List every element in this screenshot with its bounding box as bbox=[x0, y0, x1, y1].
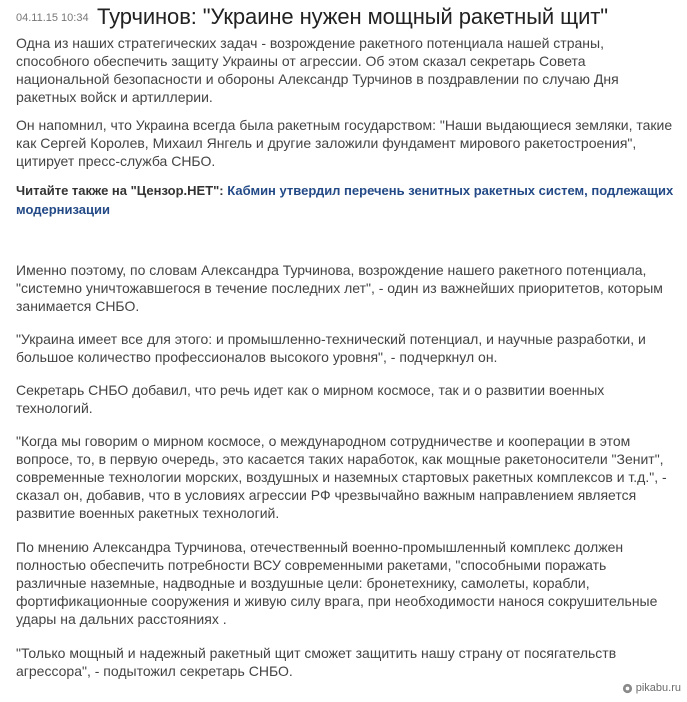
paragraph: "Украина имеет все для этого: и промышленно-технический потенциал, и научные разработки, и большое количество профессионалов высокого уровня", - подчеркнул он. bbox=[16, 331, 646, 365]
article-body bbox=[16, 34, 676, 680]
read-also-prefix: Читайте также на "Цензор.НЕТ": bbox=[16, 183, 224, 198]
paragraph: По мнению Александра Турчинова, отечественный военно-промышленный комплекс должен полностью обеспечить потребности ВСУ современными ракетами, "способными поражать различные наземные, надводные и воздушные цели: бронетехнику, самолеты, корабли, фортификационные сооружения и живую силу врага, при необходимости нанося сокрушительные удары на дальних расстояниях . bbox=[16, 539, 658, 627]
publish-date: 04.11.15 10:34 bbox=[16, 12, 89, 24]
article-title: Турчинов: "Украине нужен мощный ракетный щит" bbox=[97, 4, 608, 29]
watermark-text: pikabu.ru bbox=[635, 682, 681, 694]
read-also-block bbox=[16, 181, 676, 219]
paragraph: Он напомнил, что Украина всегда была ракетным государством: "Наши выдающиеся земляки, такие как Сергей Королев, Михаил Янгель и другие заложили фундамент мирового ракетостроения", цитирует пресс-служба СНБО. bbox=[16, 117, 673, 169]
read-also-link[interactable]: Кабмин утвердил перечень зенитных ракетных систем, подлежащих модернизации bbox=[16, 183, 674, 217]
paragraph: "Только мощный и надежный ракетный щит сможет защитить нашу страну от посягательств агрессора", - подытожил секретарь СНБО. bbox=[16, 645, 617, 679]
paragraph: "Когда мы говорим о мирном космосе, о международном сотрудничестве и кооперации в этом вопросе, то, в первую очередь, это касается таких наработок, как мощные ракетоносители "Зенит", современные технологии морских, воздушных и наземных стартовых ракетных комплексов и т.д.", - сказал он, добавив, что в условиях агрессии РФ чрезвычайно важным направлением является развитие военных ракетных технологий. bbox=[16, 433, 667, 521]
pikabu-watermark bbox=[622, 682, 681, 694]
paragraph: Именно поэтому, по словам Александра Турчинова, возрождение нашего ракетного потенциала, "системно уничтожавшегося в течение последних лет", - один из важнейших приоритетов, которым занимается СНБО. bbox=[16, 262, 663, 314]
paragraph: Одна из наших стратегических задач - возрождение ракетного потенциала нашей страны, способного обеспечить защиту Украины от агрессии. Об этом сказал секретарь Совета национальной безопасности и обороны Александр Турчинов в поздравлении по случаю Дня ракетных войск и артиллерии. bbox=[16, 35, 619, 105]
article-header bbox=[16, 4, 684, 34]
pikabu-logo-icon bbox=[622, 683, 633, 694]
paragraph: Секретарь СНБО добавил, что речь идет как о мирном космосе, так и о развитии военных технологий. bbox=[16, 382, 605, 416]
